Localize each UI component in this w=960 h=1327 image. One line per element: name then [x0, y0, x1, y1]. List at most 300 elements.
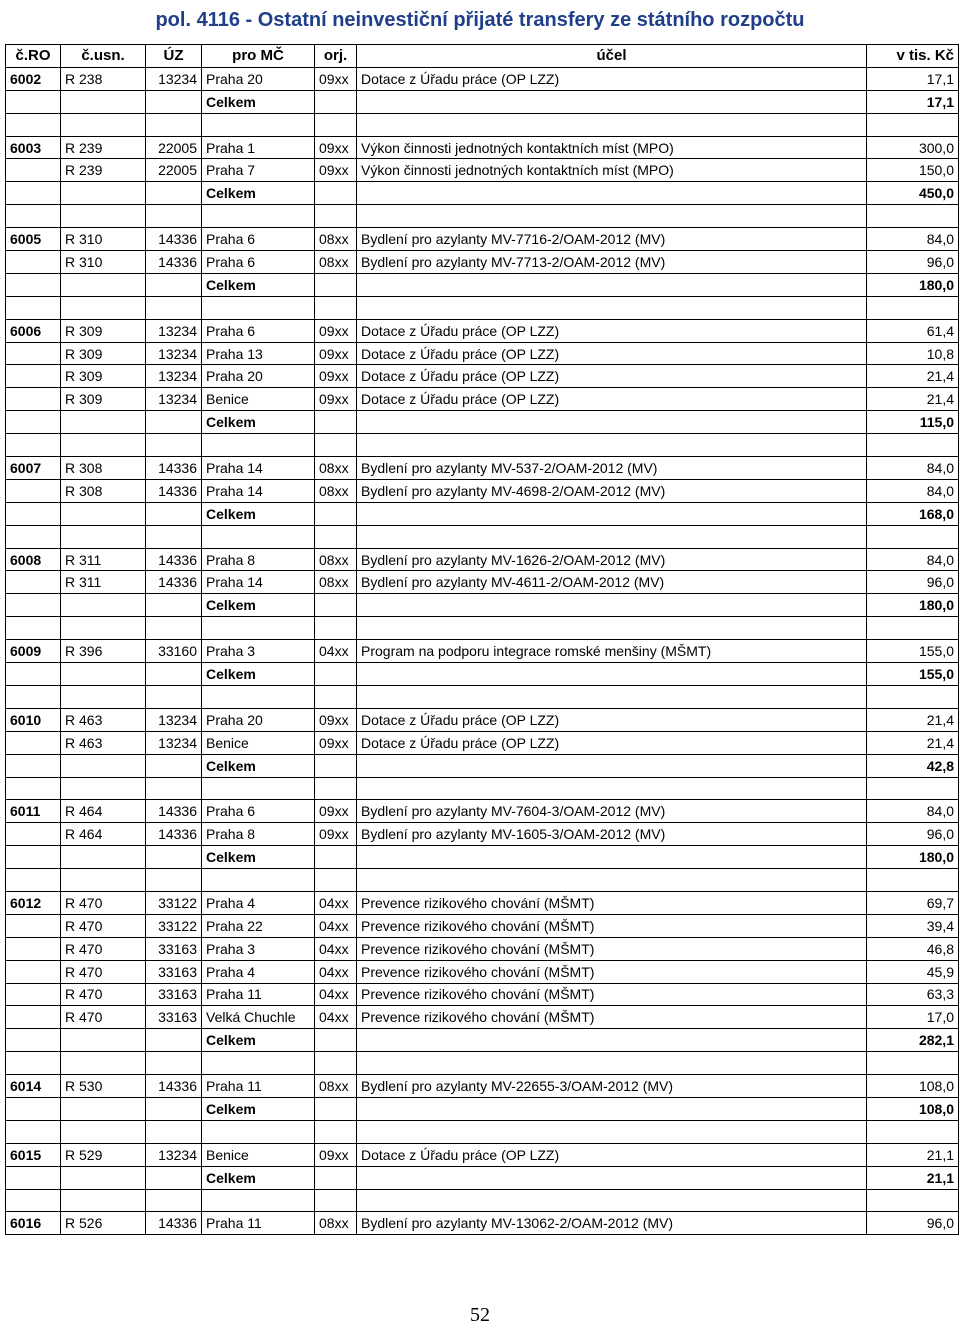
spacer-cell: [202, 1189, 315, 1212]
cell-usn: R 308: [61, 457, 146, 480]
cell-ro: [6, 846, 61, 869]
total-label: Celkem: [202, 663, 315, 686]
table-row: [6, 548, 959, 571]
cell-uz: 14336: [146, 823, 202, 846]
cell-orj: [315, 411, 357, 434]
total-row: [6, 846, 959, 869]
cell-uz: 22005: [146, 136, 202, 159]
total-amount: 180,0: [867, 594, 959, 617]
cell-amount: 17,0: [867, 1006, 959, 1029]
spacer-cell: [202, 205, 315, 228]
cell-amount: 45,9: [867, 960, 959, 983]
cell-ucel: [357, 182, 867, 205]
spacer-cell: [202, 685, 315, 708]
table-row: [6, 983, 959, 1006]
spacer-row: [6, 777, 959, 800]
cell-usn: R 464: [61, 823, 146, 846]
spacer-cell: [6, 205, 61, 228]
spacer-row: [6, 869, 959, 892]
spacer-cell: [867, 1120, 959, 1143]
table-row: [6, 342, 959, 365]
cell-orj: 08xx: [315, 251, 357, 274]
spacer-cell: [315, 869, 357, 892]
spacer-row: [6, 685, 959, 708]
cell-orj: [315, 90, 357, 113]
page-title: pol. 4116 - Ostatní neinvestiční přijaté transfery ze státního rozpočtu: [155, 9, 805, 31]
cell-orj: 09xx: [315, 823, 357, 846]
spacer-cell: [146, 777, 202, 800]
cell-mc: Praha 1: [202, 136, 315, 159]
spacer-cell: [61, 205, 146, 228]
spacer-cell: [6, 777, 61, 800]
cell-mc: Praha 6: [202, 319, 315, 342]
cell-ro: [6, 1166, 61, 1189]
cell-uz: [146, 502, 202, 525]
total-row: [6, 1097, 959, 1120]
spacer-cell: [357, 1052, 867, 1075]
cell-uz: [146, 1097, 202, 1120]
cell-ro: 6006: [6, 319, 61, 342]
cell-mc: Praha 4: [202, 891, 315, 914]
cell-ro: [6, 1006, 61, 1029]
cell-ucel: Prevence rizikového chování (MŠMT): [357, 960, 867, 983]
cell-usn: R 309: [61, 365, 146, 388]
spacer-cell: [146, 685, 202, 708]
cell-usn: [61, 411, 146, 434]
cell-mc: Praha 11: [202, 1075, 315, 1098]
spacer-cell: [202, 113, 315, 136]
cell-ucel: Výkon činnosti jednotných kontaktních míst (MPO): [357, 136, 867, 159]
spacer-cell: [315, 1120, 357, 1143]
spacer-cell: [146, 113, 202, 136]
total-amount: 180,0: [867, 846, 959, 869]
total-row: [6, 502, 959, 525]
cell-ro: [6, 182, 61, 205]
cell-ro: 6015: [6, 1143, 61, 1166]
cell-orj: 08xx: [315, 1212, 357, 1235]
cell-orj: 04xx: [315, 1006, 357, 1029]
cell-uz: 14336: [146, 251, 202, 274]
cell-usn: [61, 1166, 146, 1189]
cell-uz: 33163: [146, 1006, 202, 1029]
cell-uz: [146, 846, 202, 869]
cell-ucel: [357, 846, 867, 869]
spacer-cell: [61, 869, 146, 892]
total-amount: 282,1: [867, 1029, 959, 1052]
spacer-cell: [315, 525, 357, 548]
spacer-cell: [61, 113, 146, 136]
spacer-cell: [146, 1189, 202, 1212]
table-body: [6, 67, 959, 1234]
table-row: [6, 1212, 959, 1235]
spacer-row: [6, 525, 959, 548]
spacer-cell: [146, 525, 202, 548]
cell-usn: [61, 90, 146, 113]
total-row: [6, 663, 959, 686]
table-row: [6, 914, 959, 937]
cell-orj: [315, 1029, 357, 1052]
spacer-cell: [867, 777, 959, 800]
cell-uz: 13234: [146, 319, 202, 342]
cell-ucel: Prevence rizikového chování (MŠMT): [357, 1006, 867, 1029]
cell-uz: 33122: [146, 891, 202, 914]
cell-ucel: Dotace z Úřadu práce (OP LZZ): [357, 67, 867, 90]
cell-orj: 04xx: [315, 914, 357, 937]
spacer-row: [6, 113, 959, 136]
cell-uz: [146, 90, 202, 113]
spacer-cell: [315, 205, 357, 228]
cell-uz: 14336: [146, 1212, 202, 1235]
cell-uz: 14336: [146, 479, 202, 502]
cell-ucel: [357, 411, 867, 434]
cell-orj: 08xx: [315, 228, 357, 251]
header-usn: č.usn.: [61, 45, 146, 68]
cell-orj: [315, 502, 357, 525]
cell-uz: 14336: [146, 228, 202, 251]
cell-orj: 09xx: [315, 800, 357, 823]
cell-ucel: Dotace z Úřadu práce (OP LZZ): [357, 388, 867, 411]
cell-uz: 33163: [146, 937, 202, 960]
cell-ucel: Bydlení pro azylanty MV-537-2/OAM-2012 (MV): [357, 457, 867, 480]
cell-ro: 6012: [6, 891, 61, 914]
cell-ucel: Dotace z Úřadu práce (OP LZZ): [357, 731, 867, 754]
cell-orj: 04xx: [315, 640, 357, 663]
cell-uz: [146, 594, 202, 617]
table-row: [6, 388, 959, 411]
spacer-cell: [6, 1189, 61, 1212]
table-row: [6, 457, 959, 480]
table-row: [6, 891, 959, 914]
header-row: [6, 45, 959, 68]
total-label: Celkem: [202, 182, 315, 205]
cell-ro: [6, 90, 61, 113]
cell-uz: 13234: [146, 731, 202, 754]
cell-usn: R 310: [61, 251, 146, 274]
cell-ro: [6, 502, 61, 525]
cell-mc: Praha 22: [202, 914, 315, 937]
cell-ro: [6, 1029, 61, 1052]
total-row: [6, 411, 959, 434]
table-row: [6, 159, 959, 182]
cell-orj: [315, 594, 357, 617]
spacer-cell: [146, 869, 202, 892]
cell-ucel: Prevence rizikového chování (MŠMT): [357, 891, 867, 914]
spacer-row: [6, 1052, 959, 1075]
cell-orj: [315, 663, 357, 686]
cell-amount: 96,0: [867, 571, 959, 594]
table-row: [6, 365, 959, 388]
cell-ro: [6, 411, 61, 434]
cell-mc: Praha 14: [202, 479, 315, 502]
cell-usn: R 470: [61, 983, 146, 1006]
cell-orj: 09xx: [315, 1143, 357, 1166]
spacer-cell: [867, 296, 959, 319]
spacer-cell: [315, 685, 357, 708]
cell-amount: 96,0: [867, 1212, 959, 1235]
spacer-cell: [6, 434, 61, 457]
cell-orj: 04xx: [315, 891, 357, 914]
cell-uz: 33160: [146, 640, 202, 663]
spacer-cell: [61, 1189, 146, 1212]
spacer-cell: [6, 685, 61, 708]
spacer-cell: [315, 777, 357, 800]
total-label: Celkem: [202, 1097, 315, 1120]
spacer-cell: [202, 869, 315, 892]
total-row: [6, 594, 959, 617]
spacer-cell: [202, 434, 315, 457]
cell-mc: Praha 3: [202, 937, 315, 960]
spacer-cell: [146, 205, 202, 228]
cell-usn: R 311: [61, 548, 146, 571]
spacer-cell: [6, 113, 61, 136]
cell-ucel: Dotace z Úřadu práce (OP LZZ): [357, 1143, 867, 1166]
cell-mc: Praha 3: [202, 640, 315, 663]
cell-ucel: [357, 90, 867, 113]
cell-uz: 14336: [146, 800, 202, 823]
spacer-cell: [6, 1052, 61, 1075]
spacer-cell: [867, 685, 959, 708]
spacer-cell: [61, 434, 146, 457]
cell-usn: [61, 273, 146, 296]
cell-mc: Praha 20: [202, 708, 315, 731]
cell-ro: [6, 251, 61, 274]
cell-mc: Praha 20: [202, 67, 315, 90]
cell-ucel: Prevence rizikového chování (MŠMT): [357, 914, 867, 937]
table-row: [6, 1006, 959, 1029]
header-orj: orj.: [315, 45, 357, 68]
cell-orj: 08xx: [315, 457, 357, 480]
spacer-cell: [867, 1189, 959, 1212]
cell-ucel: Bydlení pro azylanty MV-4698-2/OAM-2012 (MV): [357, 479, 867, 502]
spacer-cell: [202, 1120, 315, 1143]
spacer-cell: [357, 434, 867, 457]
cell-usn: R 308: [61, 479, 146, 502]
cell-uz: 13234: [146, 388, 202, 411]
cell-usn: R 464: [61, 800, 146, 823]
spacer-cell: [6, 296, 61, 319]
cell-amount: 21,4: [867, 708, 959, 731]
spacer-cell: [202, 777, 315, 800]
cell-usn: R 530: [61, 1075, 146, 1098]
total-amount: 21,1: [867, 1166, 959, 1189]
cell-orj: 08xx: [315, 479, 357, 502]
cell-mc: Benice: [202, 388, 315, 411]
table-row: [6, 960, 959, 983]
cell-usn: R 470: [61, 937, 146, 960]
table-row: [6, 136, 959, 159]
total-row: [6, 182, 959, 205]
spacer-cell: [6, 1120, 61, 1143]
cell-mc: Praha 11: [202, 1212, 315, 1235]
total-amount: 115,0: [867, 411, 959, 434]
cell-uz: 14336: [146, 571, 202, 594]
transfers-table: [5, 44, 959, 1235]
cell-amount: 84,0: [867, 479, 959, 502]
cell-usn: [61, 502, 146, 525]
cell-orj: 08xx: [315, 1075, 357, 1098]
cell-uz: 13234: [146, 342, 202, 365]
cell-amount: 300,0: [867, 136, 959, 159]
spacer-cell: [867, 1052, 959, 1075]
total-label: Celkem: [202, 754, 315, 777]
spacer-cell: [867, 205, 959, 228]
total-amount: 168,0: [867, 502, 959, 525]
cell-uz: 14336: [146, 548, 202, 571]
spacer-cell: [867, 525, 959, 548]
cell-amount: 108,0: [867, 1075, 959, 1098]
cell-orj: 09xx: [315, 67, 357, 90]
table-row: [6, 251, 959, 274]
cell-ucel: [357, 663, 867, 686]
spacer-cell: [315, 1052, 357, 1075]
cell-amount: 46,8: [867, 937, 959, 960]
spacer-cell: [867, 869, 959, 892]
cell-amount: 69,7: [867, 891, 959, 914]
cell-orj: [315, 273, 357, 296]
cell-ucel: Výkon činnosti jednotných kontaktních míst (MPO): [357, 159, 867, 182]
cell-ro: [6, 960, 61, 983]
header-ucel: účel: [357, 45, 867, 68]
cell-usn: [61, 182, 146, 205]
spacer-cell: [357, 525, 867, 548]
table-row: [6, 571, 959, 594]
spacer-cell: [61, 777, 146, 800]
cell-ro: 6002: [6, 67, 61, 90]
spacer-cell: [61, 1052, 146, 1075]
table-row: [6, 67, 959, 90]
cell-amount: 84,0: [867, 228, 959, 251]
total-amount: 108,0: [867, 1097, 959, 1120]
cell-ro: [6, 273, 61, 296]
spacer-cell: [61, 685, 146, 708]
cell-ucel: [357, 1166, 867, 1189]
cell-usn: R 526: [61, 1212, 146, 1235]
spacer-cell: [357, 869, 867, 892]
cell-ro: [6, 159, 61, 182]
cell-ro: 6011: [6, 800, 61, 823]
cell-mc: Praha 7: [202, 159, 315, 182]
cell-ucel: Dotace z Úřadu práce (OP LZZ): [357, 708, 867, 731]
cell-ucel: [357, 1097, 867, 1120]
spacer-cell: [315, 113, 357, 136]
cell-uz: 13234: [146, 1143, 202, 1166]
cell-ucel: Bydlení pro azylanty MV-7604-3/OAM-2012 (MV): [357, 800, 867, 823]
cell-ro: [6, 754, 61, 777]
total-row: [6, 1166, 959, 1189]
cell-uz: 13234: [146, 67, 202, 90]
cell-orj: [315, 754, 357, 777]
total-row: [6, 754, 959, 777]
total-amount: 180,0: [867, 273, 959, 296]
cell-amount: 155,0: [867, 640, 959, 663]
table-row: [6, 640, 959, 663]
cell-amount: 63,3: [867, 983, 959, 1006]
spacer-row: [6, 296, 959, 319]
cell-mc: Praha 14: [202, 571, 315, 594]
total-label: Celkem: [202, 90, 315, 113]
cell-ro: [6, 365, 61, 388]
spacer-cell: [61, 1120, 146, 1143]
cell-uz: 13234: [146, 708, 202, 731]
cell-ucel: Bydlení pro azylanty MV-13062-2/OAM-2012 (MV): [357, 1212, 867, 1235]
cell-amount: 21,1: [867, 1143, 959, 1166]
spacer-cell: [315, 434, 357, 457]
cell-orj: 09xx: [315, 319, 357, 342]
spacer-cell: [357, 685, 867, 708]
cell-mc: Praha 6: [202, 251, 315, 274]
cell-usn: [61, 663, 146, 686]
spacer-cell: [6, 525, 61, 548]
table-row: [6, 823, 959, 846]
cell-ro: [6, 983, 61, 1006]
cell-ro: [6, 479, 61, 502]
spacer-row: [6, 434, 959, 457]
cell-uz: 33163: [146, 960, 202, 983]
spacer-cell: [357, 777, 867, 800]
spacer-cell: [357, 113, 867, 136]
cell-orj: 04xx: [315, 983, 357, 1006]
cell-usn: R 529: [61, 1143, 146, 1166]
table-row: [6, 937, 959, 960]
cell-orj: 08xx: [315, 548, 357, 571]
cell-mc: Velká Chuchle: [202, 1006, 315, 1029]
spacer-cell: [315, 1189, 357, 1212]
cell-ro: [6, 571, 61, 594]
header-ro: č.RO: [6, 45, 61, 68]
table-row: [6, 800, 959, 823]
cell-ro: 6003: [6, 136, 61, 159]
cell-usn: R 311: [61, 571, 146, 594]
cell-ro: [6, 663, 61, 686]
cell-ro: [6, 388, 61, 411]
cell-usn: R 309: [61, 319, 146, 342]
spacer-cell: [146, 1052, 202, 1075]
transfers-table-container: [5, 44, 958, 1235]
spacer-cell: [357, 205, 867, 228]
cell-orj: 04xx: [315, 937, 357, 960]
header-amount: v tis. Kč: [867, 45, 959, 68]
total-label: Celkem: [202, 411, 315, 434]
total-label: Celkem: [202, 846, 315, 869]
cell-ucel: Bydlení pro azylanty MV-4611-2/OAM-2012 (MV): [357, 571, 867, 594]
total-label: Celkem: [202, 502, 315, 525]
spacer-cell: [6, 869, 61, 892]
cell-ucel: Dotace z Úřadu práce (OP LZZ): [357, 319, 867, 342]
cell-ro: 6007: [6, 457, 61, 480]
cell-orj: [315, 1097, 357, 1120]
cell-amount: 17,1: [867, 67, 959, 90]
cell-orj: 09xx: [315, 731, 357, 754]
cell-uz: 33163: [146, 983, 202, 1006]
total-row: [6, 1029, 959, 1052]
cell-mc: Praha 11: [202, 983, 315, 1006]
cell-ro: [6, 823, 61, 846]
cell-orj: 09xx: [315, 159, 357, 182]
cell-uz: [146, 663, 202, 686]
cell-orj: [315, 182, 357, 205]
spacer-cell: [146, 1120, 202, 1143]
table-row: [6, 1075, 959, 1098]
cell-usn: R 309: [61, 388, 146, 411]
page-number: 52: [470, 1304, 490, 1326]
spacer-cell: [202, 1052, 315, 1075]
cell-ro: [6, 937, 61, 960]
cell-amount: 96,0: [867, 251, 959, 274]
spacer-row: [6, 1189, 959, 1212]
cell-uz: [146, 182, 202, 205]
cell-ucel: Bydlení pro azylanty MV-1626-2/OAM-2012 (MV): [357, 548, 867, 571]
cell-uz: [146, 1029, 202, 1052]
